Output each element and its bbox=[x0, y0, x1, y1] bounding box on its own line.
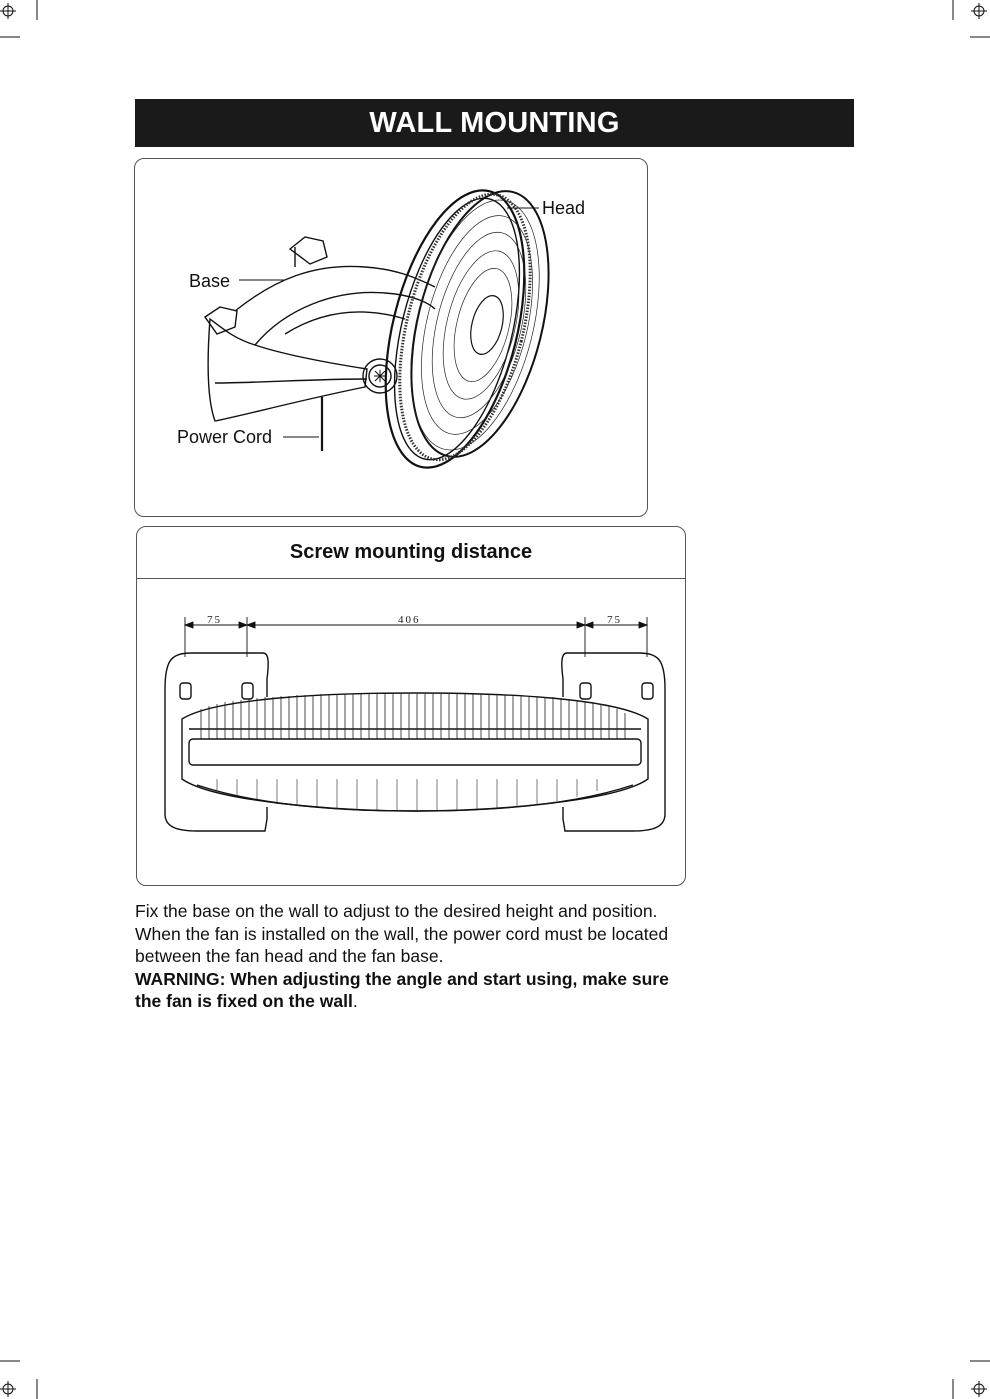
power-cord-label: Power Cord bbox=[177, 427, 273, 447]
base-label: Base bbox=[189, 271, 231, 291]
warning-tail: . bbox=[352, 991, 358, 1011]
dimension-right: 75 bbox=[607, 614, 622, 626]
screw-distance-panel bbox=[136, 526, 686, 886]
instructions-paragraph: Fix the base on the wall to adjust to the desired height and position. When the fan is installed on the wall, the power cord must be located between the fan head and the fan base. bbox=[135, 901, 669, 966]
instructions-text bbox=[135, 900, 695, 1013]
dimension-left: 75 bbox=[207, 614, 222, 626]
warning-text bbox=[135, 968, 695, 1013]
head-label: Head bbox=[542, 198, 586, 218]
page-title: WALL MOUNTING bbox=[135, 99, 854, 147]
dimension-middle: 406 bbox=[398, 614, 421, 626]
warning-bold: WARNING: When adjusting the angle and start using, make sure the fan is fixed on the wall bbox=[135, 968, 669, 1011]
fan-diagram-panel bbox=[134, 158, 648, 517]
screw-diagram-title: Screw mounting distance bbox=[137, 527, 685, 579]
